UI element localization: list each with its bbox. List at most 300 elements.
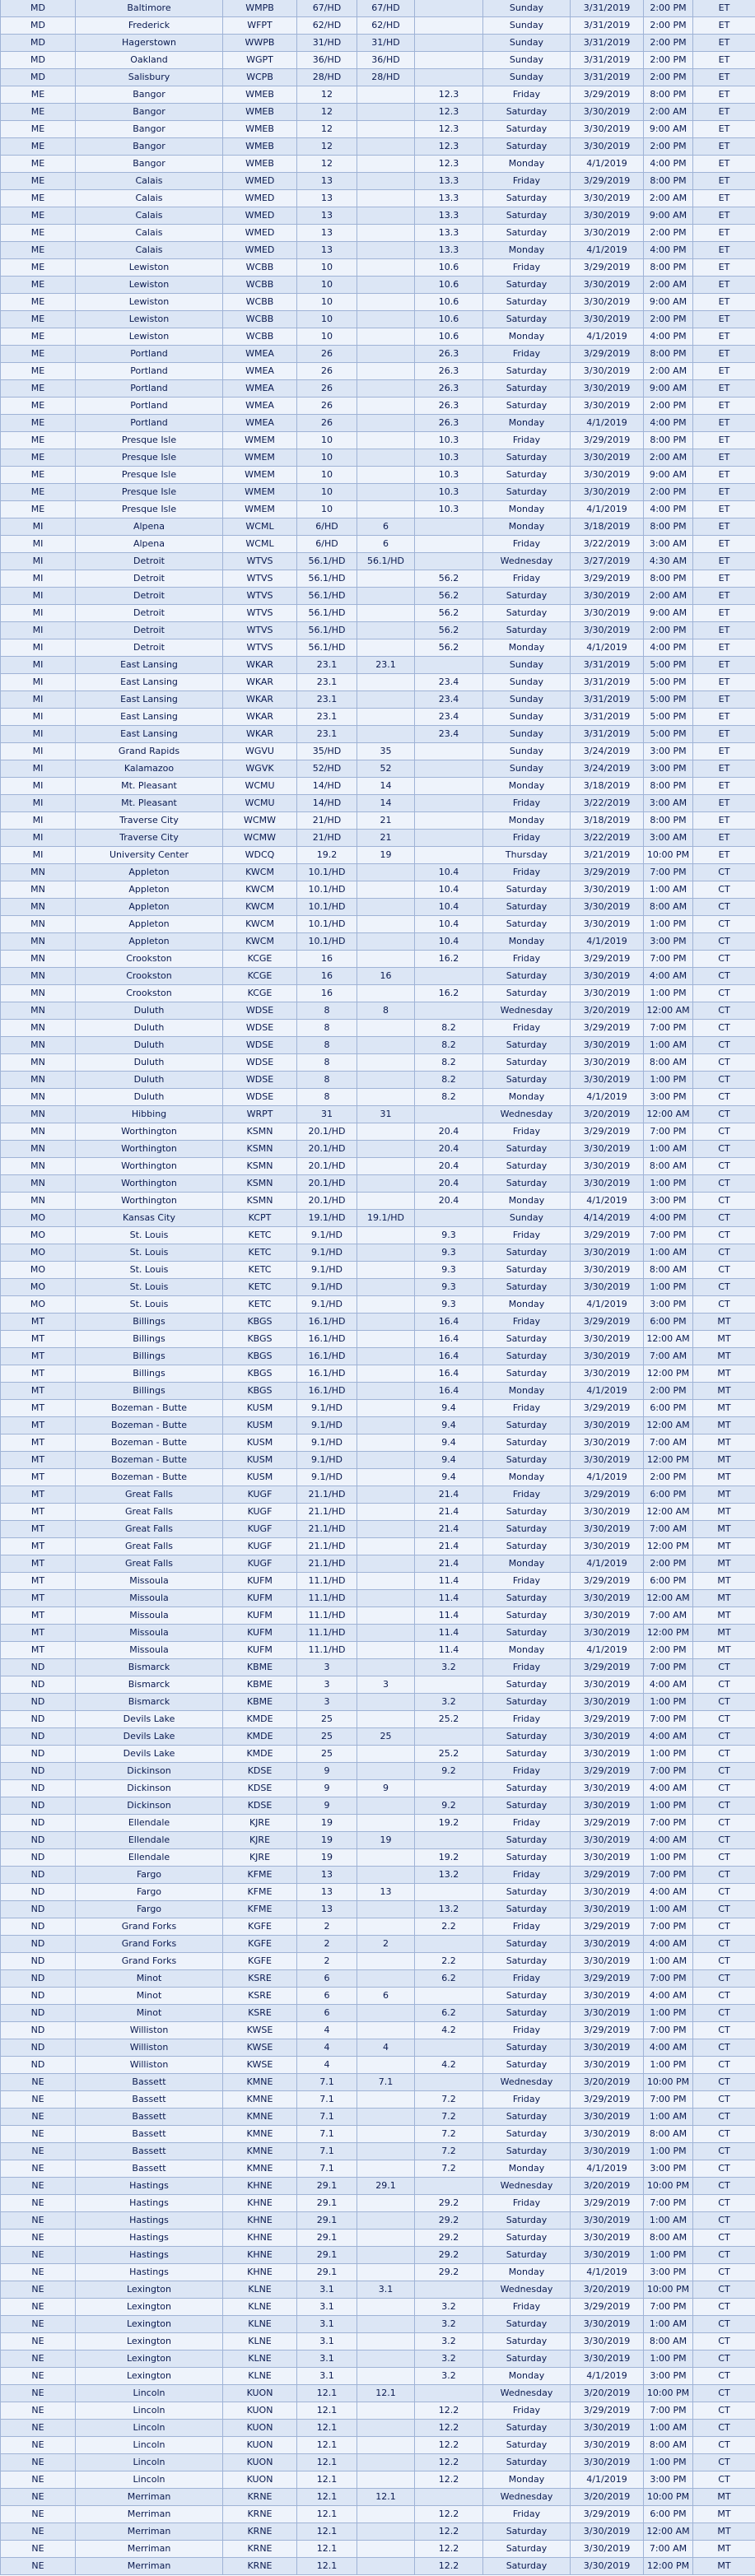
time-cell: 8:00 PM: [644, 778, 693, 795]
table-row: [1, 1625, 755, 1642]
state-cell: MO: [1, 1210, 76, 1227]
call-sign-cell: KUFM: [223, 1642, 297, 1659]
hd-channel-cell: 6: [357, 536, 415, 553]
time-cell: 2:00 PM: [644, 1383, 693, 1400]
call-sign-cell: KLNE: [223, 2368, 297, 2385]
city-cell: Bassett: [76, 2109, 223, 2126]
channel-cell: 13: [297, 225, 357, 242]
table-row: [1, 1763, 755, 1780]
table-row: [1, 1279, 755, 1296]
channel-cell: 9.1/HD: [297, 1227, 357, 1244]
table-row: [1, 501, 755, 518]
time-zone-cell: MT: [693, 1348, 755, 1365]
time-cell: 8:00 PM: [644, 346, 693, 363]
time-cell: 1:00 PM: [644, 985, 693, 1002]
date-cell: 3/29/2019: [571, 432, 644, 449]
time-cell: 3:00 PM: [644, 933, 693, 951]
hd-channel-cell: [357, 709, 415, 726]
date-cell: 3/30/2019: [571, 484, 644, 501]
table-row: [1, 484, 755, 501]
sub-channel-cell: [415, 1988, 483, 2005]
sub-channel-cell: 3.2: [415, 2299, 483, 2316]
hd-channel-cell: 3: [357, 1676, 415, 1694]
channel-cell: 10.1/HD: [297, 899, 357, 916]
sub-channel-cell: 3.2: [415, 2316, 483, 2333]
call-sign-cell: KUFM: [223, 1607, 297, 1625]
time-zone-cell: CT: [693, 2350, 755, 2368]
call-sign-cell: KUFM: [223, 1590, 297, 1607]
date-cell: 4/1/2019: [571, 1296, 644, 1314]
hd-channel-cell: [357, 2299, 415, 2316]
channel-cell: 16.1/HD: [297, 1314, 357, 1331]
day-cell: Friday: [483, 864, 571, 881]
time-zone-cell: ET: [693, 242, 755, 259]
time-zone-cell: CT: [693, 1780, 755, 1797]
state-cell: MO: [1, 1227, 76, 1244]
time-cell: 1:00 AM: [644, 881, 693, 899]
time-zone-cell: CT: [693, 1106, 755, 1123]
sub-channel-cell: 8.2: [415, 1072, 483, 1089]
sub-channel-cell: 21.4: [415, 1504, 483, 1521]
channel-cell: 3.1: [297, 2299, 357, 2316]
city-cell: Merriman: [76, 2541, 223, 2558]
time-zone-cell: ET: [693, 518, 755, 536]
time-cell: 7:00 AM: [644, 1521, 693, 1538]
call-sign-cell: KUON: [223, 2385, 297, 2402]
channel-cell: 20.1/HD: [297, 1193, 357, 1210]
table-row: [1, 2039, 755, 2057]
time-zone-cell: CT: [693, 2299, 755, 2316]
hd-channel-cell: [357, 1867, 415, 1884]
sub-channel-cell: 10.4: [415, 933, 483, 951]
time-zone-cell: CT: [693, 2074, 755, 2091]
channel-cell: 6: [297, 2005, 357, 2022]
time-zone-cell: MT: [693, 1452, 755, 1469]
state-cell: MN: [1, 864, 76, 881]
date-cell: 3/30/2019: [571, 881, 644, 899]
channel-cell: 14/HD: [297, 795, 357, 812]
date-cell: 3/30/2019: [571, 968, 644, 985]
sub-channel-cell: 9.2: [415, 1797, 483, 1815]
table-row: [1, 190, 755, 207]
date-cell: 3/30/2019: [571, 1054, 644, 1072]
call-sign-cell: KLNE: [223, 2316, 297, 2333]
time-zone-cell: MT: [693, 1365, 755, 1383]
date-cell: 3/30/2019: [571, 2420, 644, 2437]
call-sign-cell: WMED: [223, 190, 297, 207]
hd-channel-cell: 62/HD: [357, 17, 415, 35]
time-cell: 4:00 AM: [644, 1728, 693, 1746]
state-cell: MT: [1, 1348, 76, 1365]
time-cell: 9:00 AM: [644, 207, 693, 225]
state-cell: ME: [1, 121, 76, 138]
call-sign-cell: WCBB: [223, 277, 297, 294]
sub-channel-cell: 23.4: [415, 691, 483, 709]
channel-cell: 6: [297, 1988, 357, 2005]
day-cell: Sunday: [483, 691, 571, 709]
city-cell: Bangor: [76, 121, 223, 138]
city-cell: Merriman: [76, 2523, 223, 2541]
date-cell: 3/30/2019: [571, 622, 644, 639]
sub-channel-cell: 29.2: [415, 2230, 483, 2247]
day-cell: Saturday: [483, 1988, 571, 2005]
call-sign-cell: KSRE: [223, 2005, 297, 2022]
city-cell: Mt. Pleasant: [76, 795, 223, 812]
channel-cell: 29.1: [297, 2195, 357, 2212]
date-cell: 3/29/2019: [571, 864, 644, 881]
day-cell: Monday: [483, 778, 571, 795]
channel-cell: 11.1/HD: [297, 1607, 357, 1625]
day-cell: Saturday: [483, 121, 571, 138]
table-row: [1, 0, 755, 17]
time-zone-cell: ET: [693, 726, 755, 743]
hd-channel-cell: 6: [357, 518, 415, 536]
day-cell: Saturday: [483, 1244, 571, 1262]
date-cell: 3/29/2019: [571, 173, 644, 190]
city-cell: Ellendale: [76, 1815, 223, 1832]
day-cell: Saturday: [483, 1141, 571, 1158]
sub-channel-cell: 12.2: [415, 2454, 483, 2471]
channel-cell: 19.2: [297, 847, 357, 864]
city-cell: Presque Isle: [76, 432, 223, 449]
state-cell: MN: [1, 933, 76, 951]
day-cell: Monday: [483, 1642, 571, 1659]
table-row: [1, 328, 755, 346]
channel-cell: 19.1/HD: [297, 1210, 357, 1227]
state-cell: MT: [1, 1555, 76, 1573]
call-sign-cell: KHNE: [223, 2264, 297, 2281]
time-zone-cell: ET: [693, 622, 755, 639]
date-cell: 3/30/2019: [571, 2126, 644, 2143]
table-row: [1, 1106, 755, 1123]
channel-cell: 3.1: [297, 2281, 357, 2299]
table-row: [1, 1175, 755, 1193]
day-cell: Saturday: [483, 2143, 571, 2160]
hd-channel-cell: [357, 2523, 415, 2541]
time-cell: 7:00 PM: [644, 951, 693, 968]
day-cell: Monday: [483, 518, 571, 536]
day-cell: Saturday: [483, 2541, 571, 2558]
state-cell: ND: [1, 1676, 76, 1694]
channel-cell: 56.1/HD: [297, 622, 357, 639]
hd-channel-cell: [357, 2454, 415, 2471]
state-cell: ME: [1, 449, 76, 467]
channel-cell: 16.1/HD: [297, 1365, 357, 1383]
time-zone-cell: CT: [693, 2281, 755, 2299]
call-sign-cell: WCMU: [223, 778, 297, 795]
day-cell: Sunday: [483, 0, 571, 17]
time-cell: 4:00 PM: [644, 501, 693, 518]
sub-channel-cell: 9.3: [415, 1244, 483, 1262]
city-cell: Billings: [76, 1314, 223, 1331]
table-row: [1, 1365, 755, 1383]
day-cell: Friday: [483, 951, 571, 968]
channel-cell: 12.1: [297, 2385, 357, 2402]
state-cell: ME: [1, 138, 76, 156]
channel-cell: 10: [297, 449, 357, 467]
channel-cell: 16.1/HD: [297, 1348, 357, 1365]
sub-channel-cell: [415, 69, 483, 86]
channel-cell: 36/HD: [297, 52, 357, 69]
channel-cell: 3.1: [297, 2316, 357, 2333]
date-cell: 3/29/2019: [571, 86, 644, 104]
channel-cell: 52/HD: [297, 760, 357, 778]
call-sign-cell: KUGF: [223, 1555, 297, 1573]
time-zone-cell: CT: [693, 1746, 755, 1763]
hd-channel-cell: [357, 916, 415, 933]
time-cell: 1:00 AM: [644, 2109, 693, 2126]
time-cell: 1:00 PM: [644, 2350, 693, 2368]
time-zone-cell: CT: [693, 1002, 755, 1020]
table-row: [1, 830, 755, 847]
hd-channel-cell: [357, 2195, 415, 2212]
time-zone-cell: ET: [693, 328, 755, 346]
channel-cell: 9: [297, 1780, 357, 1797]
state-cell: ND: [1, 2005, 76, 2022]
table-row: [1, 881, 755, 899]
time-zone-cell: CT: [693, 2316, 755, 2333]
hd-channel-cell: [357, 1815, 415, 1832]
table-row: [1, 760, 755, 778]
time-cell: 4:00 PM: [644, 328, 693, 346]
city-cell: Worthington: [76, 1193, 223, 1210]
city-cell: Calais: [76, 173, 223, 190]
state-cell: MD: [1, 0, 76, 17]
table-row: [1, 1538, 755, 1555]
city-cell: Presque Isle: [76, 449, 223, 467]
date-cell: 3/31/2019: [571, 726, 644, 743]
date-cell: 3/30/2019: [571, 1797, 644, 1815]
time-zone-cell: ET: [693, 760, 755, 778]
state-cell: MN: [1, 985, 76, 1002]
hd-channel-cell: 4: [357, 2039, 415, 2057]
channel-cell: 26: [297, 398, 357, 415]
call-sign-cell: KETC: [223, 1227, 297, 1244]
time-zone-cell: CT: [693, 881, 755, 899]
channel-cell: 4: [297, 2057, 357, 2074]
city-cell: Worthington: [76, 1175, 223, 1193]
table-row: [1, 2316, 755, 2333]
table-row: [1, 380, 755, 398]
call-sign-cell: WMEA: [223, 346, 297, 363]
time-zone-cell: CT: [693, 2454, 755, 2471]
date-cell: 3/30/2019: [571, 985, 644, 1002]
city-cell: Bassett: [76, 2143, 223, 2160]
channel-cell: 13: [297, 190, 357, 207]
day-cell: Saturday: [483, 916, 571, 933]
time-cell: 9:00 AM: [644, 467, 693, 484]
city-cell: Great Falls: [76, 1555, 223, 1573]
time-zone-cell: CT: [693, 1193, 755, 1210]
city-cell: Bismarck: [76, 1676, 223, 1694]
time-zone-cell: CT: [693, 1867, 755, 1884]
sub-channel-cell: [415, 968, 483, 985]
call-sign-cell: WKAR: [223, 726, 297, 743]
day-cell: Wednesday: [483, 2178, 571, 2195]
call-sign-cell: KCGE: [223, 985, 297, 1002]
channel-cell: 67/HD: [297, 0, 357, 17]
call-sign-cell: WTVS: [223, 588, 297, 605]
channel-cell: 9.1/HD: [297, 1434, 357, 1452]
day-cell: Sunday: [483, 743, 571, 760]
call-sign-cell: WCMW: [223, 830, 297, 847]
channel-cell: 13: [297, 173, 357, 190]
hd-channel-cell: [357, 2109, 415, 2126]
day-cell: Saturday: [483, 1849, 571, 1867]
table-row: [1, 2350, 755, 2368]
channel-cell: 12.1: [297, 2437, 357, 2454]
call-sign-cell: KHNE: [223, 2230, 297, 2247]
date-cell: 3/31/2019: [571, 709, 644, 726]
channel-cell: 62/HD: [297, 17, 357, 35]
hd-channel-cell: [357, 1538, 415, 1555]
day-cell: Saturday: [483, 1175, 571, 1193]
state-cell: ME: [1, 346, 76, 363]
date-cell: 3/30/2019: [571, 588, 644, 605]
time-zone-cell: CT: [693, 1210, 755, 1227]
call-sign-cell: KSMN: [223, 1141, 297, 1158]
sub-channel-cell: [415, 1884, 483, 1901]
hd-channel-cell: [357, 138, 415, 156]
day-cell: Friday: [483, 2402, 571, 2420]
time-cell: 12:00 AM: [644, 1002, 693, 1020]
state-cell: MI: [1, 622, 76, 639]
hd-channel-cell: 16: [357, 968, 415, 985]
table-row: [1, 2143, 755, 2160]
city-cell: Billings: [76, 1365, 223, 1383]
hd-channel-cell: [357, 1434, 415, 1452]
table-row: [1, 795, 755, 812]
call-sign-cell: KBGS: [223, 1365, 297, 1383]
table-row: [1, 1158, 755, 1175]
city-cell: Portland: [76, 346, 223, 363]
city-cell: Worthington: [76, 1158, 223, 1175]
channel-cell: 7.1: [297, 2109, 357, 2126]
sub-channel-cell: 13.3: [415, 242, 483, 259]
time-zone-cell: ET: [693, 467, 755, 484]
sub-channel-cell: [415, 1210, 483, 1227]
day-cell: Friday: [483, 1314, 571, 1331]
city-cell: Calais: [76, 225, 223, 242]
hd-channel-cell: [357, 1659, 415, 1676]
call-sign-cell: KLNE: [223, 2281, 297, 2299]
state-cell: MN: [1, 1089, 76, 1106]
city-cell: Grand Forks: [76, 1936, 223, 1953]
time-cell: 2:00 AM: [644, 104, 693, 121]
call-sign-cell: KGFE: [223, 1936, 297, 1953]
state-cell: ME: [1, 225, 76, 242]
time-zone-cell: MT: [693, 1642, 755, 1659]
table-row: [1, 1227, 755, 1244]
table-row: [1, 277, 755, 294]
date-cell: 3/24/2019: [571, 760, 644, 778]
hd-channel-cell: [357, 484, 415, 501]
day-cell: Saturday: [483, 1780, 571, 1797]
hd-channel-cell: [357, 1072, 415, 1089]
day-cell: Monday: [483, 501, 571, 518]
state-cell: MN: [1, 1193, 76, 1210]
date-cell: 3/30/2019: [571, 1625, 644, 1642]
city-cell: Alpena: [76, 518, 223, 536]
table-row: [1, 156, 755, 173]
channel-cell: 31/HD: [297, 35, 357, 52]
time-zone-cell: CT: [693, 2471, 755, 2489]
channel-cell: 10: [297, 328, 357, 346]
date-cell: 3/31/2019: [571, 657, 644, 674]
time-zone-cell: CT: [693, 916, 755, 933]
state-cell: ND: [1, 1849, 76, 1867]
time-zone-cell: CT: [693, 2212, 755, 2230]
day-cell: Saturday: [483, 1348, 571, 1365]
sub-channel-cell: 29.2: [415, 2264, 483, 2281]
channel-cell: 21.1/HD: [297, 1521, 357, 1538]
call-sign-cell: WCMU: [223, 795, 297, 812]
table-row: [1, 1296, 755, 1314]
day-cell: Saturday: [483, 2523, 571, 2541]
day-cell: Monday: [483, 1383, 571, 1400]
time-cell: 8:00 PM: [644, 259, 693, 277]
time-cell: 5:00 PM: [644, 691, 693, 709]
date-cell: 3/29/2019: [571, 346, 644, 363]
sub-channel-cell: 9.4: [415, 1417, 483, 1434]
state-cell: NE: [1, 2368, 76, 2385]
time-cell: 2:00 PM: [644, 311, 693, 328]
call-sign-cell: WKAR: [223, 657, 297, 674]
channel-cell: 12: [297, 104, 357, 121]
time-cell: 7:00 AM: [644, 2541, 693, 2558]
channel-cell: 21.1/HD: [297, 1504, 357, 1521]
hd-channel-cell: 13: [357, 1884, 415, 1901]
date-cell: 3/30/2019: [571, 2247, 644, 2264]
sub-channel-cell: 23.4: [415, 709, 483, 726]
time-cell: 7:00 PM: [644, 1763, 693, 1780]
call-sign-cell: WMEA: [223, 363, 297, 380]
channel-cell: 21/HD: [297, 812, 357, 830]
call-sign-cell: WDCQ: [223, 847, 297, 864]
time-zone-cell: CT: [693, 2195, 755, 2212]
table-row: [1, 1694, 755, 1711]
table-row: [1, 1780, 755, 1797]
time-zone-cell: ET: [693, 812, 755, 830]
state-cell: MT: [1, 1331, 76, 1348]
sub-channel-cell: 12.2: [415, 2523, 483, 2541]
channel-cell: 13: [297, 1901, 357, 1918]
time-cell: 7:00 PM: [644, 2022, 693, 2039]
city-cell: Bozeman - Butte: [76, 1469, 223, 1486]
table-row: [1, 1521, 755, 1538]
state-cell: ME: [1, 467, 76, 484]
day-cell: Friday: [483, 432, 571, 449]
time-cell: 6:00 PM: [644, 1573, 693, 1590]
date-cell: 3/30/2019: [571, 2109, 644, 2126]
table-row: [1, 588, 755, 605]
sub-channel-cell: 16.2: [415, 951, 483, 968]
channel-cell: 9: [297, 1763, 357, 1780]
table-row: [1, 1590, 755, 1607]
table-row: [1, 1573, 755, 1590]
city-cell: Grand Forks: [76, 1918, 223, 1936]
date-cell: 3/29/2019: [571, 951, 644, 968]
time-zone-cell: ET: [693, 778, 755, 795]
time-zone-cell: ET: [693, 484, 755, 501]
table-row: [1, 2558, 755, 2575]
state-cell: MN: [1, 1037, 76, 1054]
table-row: [1, 1555, 755, 1573]
day-cell: Saturday: [483, 1590, 571, 1607]
time-cell: 12:00 PM: [644, 1365, 693, 1383]
sub-channel-cell: [415, 1780, 483, 1797]
table-row: [1, 605, 755, 622]
